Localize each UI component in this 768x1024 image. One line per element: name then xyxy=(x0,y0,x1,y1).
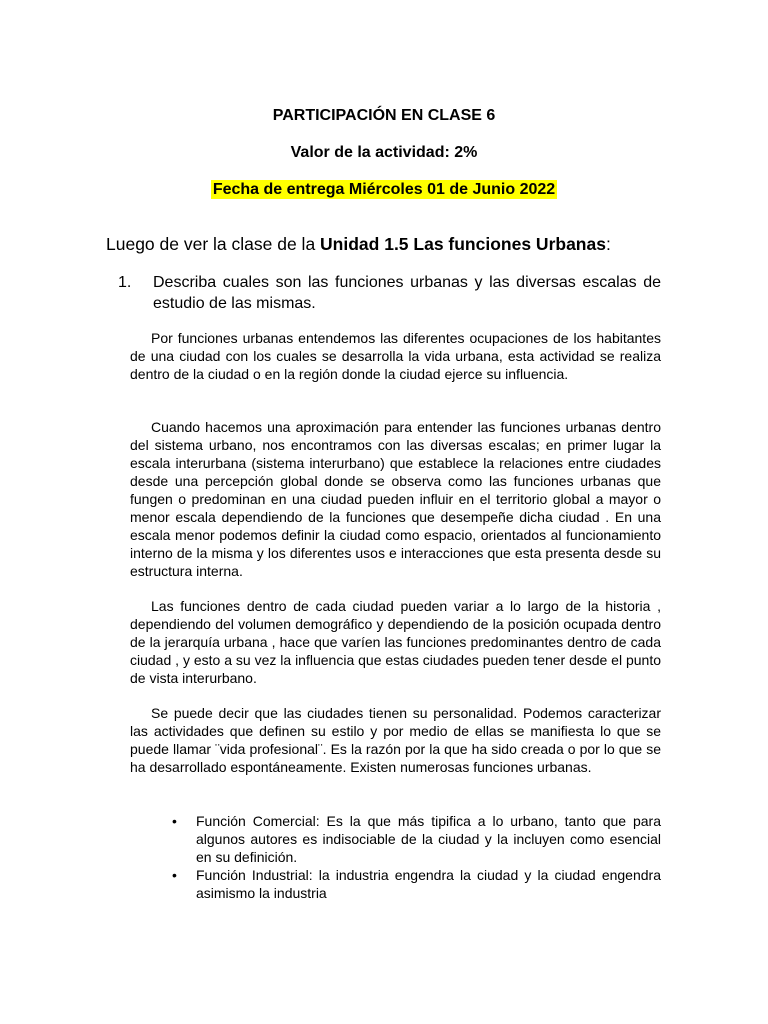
functions-list xyxy=(172,812,661,902)
paragraph-personality: Se puede decir que las ciudades tienen su personalidad. Podemos caracterizar las actividades que definen su estilo y por medio de ellas se manifiesta lo que se puede llamar ¨vida profesional¨. Es la razón por la que ha sido creada o por lo que se ha desarrollado espontáneamente. Existen numerosas funciones urbanas. xyxy=(130,705,661,775)
document-title: PARTICIPACIÓN EN CLASE 6 xyxy=(272,107,496,124)
activity-value: Valor de la actividad: 2% xyxy=(290,144,478,161)
due-date-line xyxy=(0,180,768,200)
list-item-text: Función Comercial: Es la que más tipifica a lo urbano, tanto que para algunos autores es indisociable de la ciudad y la incluyen como esencial en su definición. xyxy=(196,813,661,865)
paragraph-variation: Las funciones dentro de cada ciudad pueden variar a lo largo de la historia , dependiendo del volumen demográfico y dependiendo de la posición ocupada dentro de la jerarquía urbana , hace que varíen las funciones predominantes dentro de cada ciudad , y esto a su vez la influencia que estas ciudades pueden tener desde el punto de vista interurbano. xyxy=(130,598,661,686)
question-text: Describa cuales son las funciones urbanas y las diversas escalas de estudio de las mismas. xyxy=(153,274,661,312)
question-number: 1. xyxy=(118,274,132,291)
intro-line xyxy=(106,233,611,255)
intro-prefix: Luego de ver la clase de la xyxy=(106,234,321,254)
list-item-commercial xyxy=(172,812,661,866)
bullet-icon: • xyxy=(172,813,177,829)
intro-suffix: : xyxy=(605,234,611,254)
list-item-industrial xyxy=(172,866,661,902)
bullet-icon: • xyxy=(172,867,177,883)
list-item-text: Función Industrial: la industria engendra la ciudad y la ciudad engendra asimismo la industria xyxy=(196,867,661,901)
intro-unit-title: Unidad 1.5 Las funciones Urbanas xyxy=(320,234,606,254)
due-date-highlight: Fecha de entrega Miércoles 01 de Junio 2022 xyxy=(212,181,556,198)
paragraph-definition: Por funciones urbanas entendemos las diferentes ocupaciones de los habitantes de una ciudad con los cuales se desarrolla la vida urbana, esta actividad se realiza dentro de la ciudad o en la región donde la ciudad ejerce su influencia. xyxy=(130,330,661,382)
paragraph-scales: Cuando hacemos una aproximación para entender las funciones urbanas dentro del sistema urbano, nos encontramos con las diversas escalas; en primer lugar la escala interurbana (sistema interurbano) que establece la relaciones entre ciudades desde una percepción global donde se observa como las funciones urbanas que fungen o predominan en una ciudad pueden influir en el territorio global a mayor o menor escala dependiendo de la funciones que desempeñe dicha ciudad . En una escala menor podemos definir la ciudad como espacio, orientados al funcionamiento interno de la misma y los diferentes usos e interacciones que esta presenta desde su estructura interna. xyxy=(130,419,661,579)
